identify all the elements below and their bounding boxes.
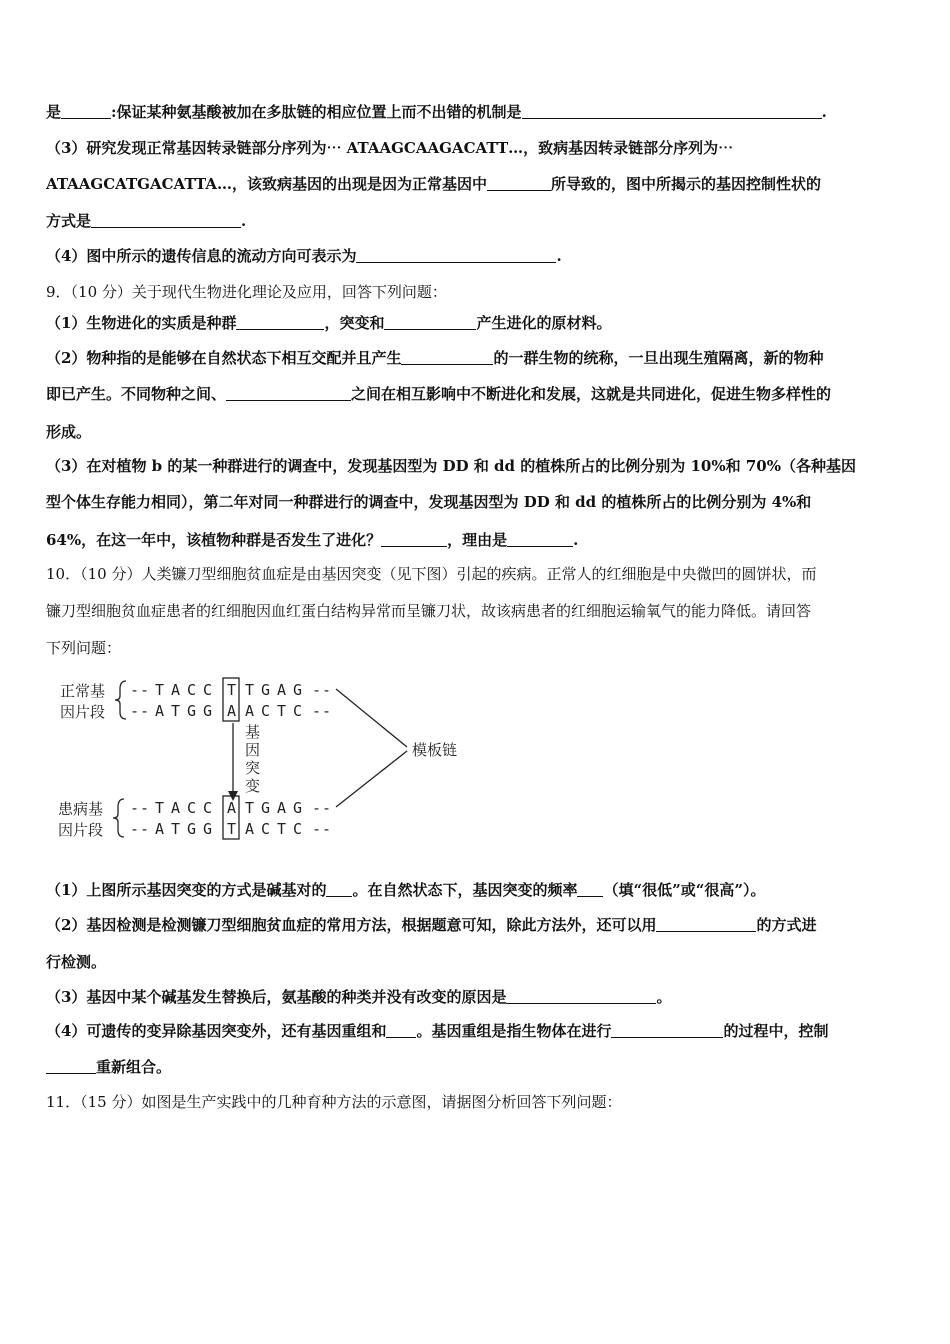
strand-dash: -- <box>312 681 333 699</box>
disease-gene-label: 患病基 <box>58 800 104 818</box>
answer-blank[interactable] <box>61 103 111 119</box>
template-strand-label: 模板链 <box>412 741 458 759</box>
strand-dash: -- <box>312 702 333 720</box>
base-letter: C <box>261 820 272 838</box>
base-letter: T <box>277 702 288 720</box>
base-letter: G <box>203 702 214 720</box>
answer-blank[interactable] <box>487 175 551 191</box>
answer-blank[interactable] <box>522 103 822 119</box>
question-11-title: 11．（15 分）如图是生产实践中的几种育种方法的示意图，请据图分析回答下列问题： <box>46 1093 622 1111</box>
q10-4-line-2: 重新组合。 <box>46 1057 908 1077</box>
gene-mutation-diagram <box>52 675 492 850</box>
q9-2-line-2: 即已产生。不同物种之间、 之间在相互影响中不断进化和发展，这就是共同进化，促进生物多样性的 <box>46 385 832 403</box>
normal-bottom-strand <box>130 702 332 720</box>
answer-blank[interactable] <box>386 1022 416 1038</box>
base-letter: A <box>155 820 166 838</box>
q8-3-line-1: （3）研究发现正常基因转录链部分序列为⋯ ATAAGCAAGACATT…，致病基因转录链部分序列为⋯ <box>46 139 734 157</box>
answer-blank[interactable] <box>384 314 476 330</box>
base-letter: T <box>155 681 166 699</box>
base-letter: A <box>245 702 256 720</box>
base-letter: T <box>227 820 238 838</box>
mutation-label: 因 <box>245 741 261 759</box>
answer-blank[interactable] <box>656 916 756 932</box>
q10-2-line-2: 行检测。 <box>46 953 107 971</box>
q10-1-line: （1）上图所示基因突变的方式是碱基对的 。在自然状态下，基因突变的频率 （填“很低”或“很高”）。 <box>46 881 766 899</box>
base-letter: C <box>203 681 214 699</box>
mutation-label: 基 <box>245 723 261 741</box>
answer-blank[interactable] <box>326 881 352 897</box>
base-letter: A <box>245 820 256 838</box>
base-letter: A <box>277 681 288 699</box>
answer-blank[interactable] <box>611 1022 723 1038</box>
base-letter: G <box>293 681 304 699</box>
q10-3-line: （3）基因中某个碱基发生替换后，氨基酸的种类并没有改变的原因是 。 <box>46 988 672 1006</box>
strand-dash: -- <box>130 702 151 720</box>
q9-3-line-3: 64%，在这一年中，该植物种群是否发生了进化？ ，理由是 . <box>46 531 579 549</box>
q9-3-line-2: 型个体生存能力相同），第二年对同一种群进行的调查中，发现基因型为 DD 和 dd 的植株所占的比例分别为 4%和 <box>46 493 812 511</box>
base-letter: C <box>187 799 198 817</box>
base-letter: T <box>227 681 238 699</box>
q8-line-2: 是 :保证某种氨基酸被加在多肽链的相应位置上而不出错的机制是 . <box>46 103 827 121</box>
base-letter: A <box>227 702 238 720</box>
answer-blank[interactable] <box>577 881 603 897</box>
base-letter: G <box>261 799 272 817</box>
base-letter: T <box>245 681 256 699</box>
template-pointer-line <box>336 689 407 747</box>
base-letter: C <box>187 681 198 699</box>
base-letter: T <box>245 799 256 817</box>
strand-dash: -- <box>130 820 151 838</box>
base-letter: G <box>187 702 198 720</box>
question-10-line-3: 下列问题： <box>46 639 122 657</box>
answer-blank[interactable] <box>91 212 241 228</box>
base-letter: G <box>293 799 304 817</box>
brace <box>113 799 124 837</box>
mutation-label: 变 <box>245 777 261 795</box>
base-letter: G <box>203 820 214 838</box>
question-10-line-2: 镰刀型细胞贫血症患者的红细胞因血红蛋白结构异常而呈镰刀状，故该病患者的红细胞运输氧气的能力降低。请回答 <box>46 602 812 620</box>
q10-4-line-1: （4）可遗传的变异除基因突变外，还有基因重组和 。基因重组是指生物体在进行 的过程中，控制 <box>46 1022 829 1040</box>
strand-dash: -- <box>130 681 151 699</box>
question-10-line-1: 10．（10 分）人类镰刀型细胞贫血症是由基因突变（见下图）引起的疾病。正常人的红细胞是中央微凹的圆饼状，而 <box>46 565 817 583</box>
normal-gene-label: 正常基 <box>60 682 106 700</box>
base-letter: A <box>171 799 182 817</box>
base-letter: C <box>203 799 214 817</box>
answer-blank[interactable] <box>401 349 493 365</box>
q9-2-line-1: （2）物种指的是能够在自然状态下相互交配并且产生 的一群生物的统称，一旦出现生殖隔离，新的物种 <box>46 349 824 367</box>
q9-2-line-3: 形成。 <box>46 423 92 441</box>
q8-3-line-3: 方式是 . <box>46 212 247 230</box>
base-letter: T <box>171 820 182 838</box>
answer-blank[interactable] <box>236 314 324 330</box>
question-9-title: 9．（10 分）关于现代生物进化理论及应用，回答下列问题： <box>46 283 447 301</box>
answer-blank[interactable] <box>506 988 656 1004</box>
q8-4-line: （4）图中所示的遗传信息的流动方向可表示为 . <box>46 247 562 265</box>
brace <box>115 681 126 719</box>
template-pointer-line <box>336 751 407 807</box>
disease-top-strand <box>130 799 332 817</box>
strand-dash: -- <box>312 820 333 838</box>
answer-blank[interactable] <box>381 531 447 547</box>
base-letter: T <box>171 702 182 720</box>
q8-3-line-2: ATAAGCATGACATTA…，该致病基因的出现是因为正常基因中 所导致的，图中所揭示的基因控制性状的 <box>46 175 821 193</box>
base-letter: T <box>277 820 288 838</box>
q9-1-line: （1）生物进化的实质是种群 ，突变和 产生进化的原材料。 <box>46 314 612 332</box>
base-letter: G <box>261 681 272 699</box>
base-letter: A <box>227 799 238 817</box>
base-letter: A <box>277 799 288 817</box>
base-letter: C <box>293 702 304 720</box>
disease-bottom-strand <box>130 820 332 838</box>
base-letter: C <box>293 820 304 838</box>
disease-gene-label: 因片段 <box>58 821 104 839</box>
strand-dash: -- <box>130 799 151 817</box>
normal-gene-label: 因片段 <box>60 703 106 721</box>
base-letter: T <box>155 799 166 817</box>
base-letter: A <box>155 702 166 720</box>
mutation-label: 突 <box>245 759 261 777</box>
answer-blank[interactable] <box>356 247 556 263</box>
answer-blank[interactable] <box>507 531 573 547</box>
normal-top-strand <box>130 681 332 699</box>
answer-blank[interactable] <box>46 1058 96 1074</box>
strand-dash: -- <box>312 799 333 817</box>
base-letter: G <box>187 820 198 838</box>
base-letter: A <box>171 681 182 699</box>
q10-2-line-1: （2）基因检测是检测镰刀型细胞贫血症的常用方法，根据题意可知，除此方法外，还可以用 的方式进 <box>46 916 817 934</box>
q9-3-line-1: （3）在对植物 b 的某一种群进行的调查中，发现基因型为 DD 和 dd 的植株所占的比例分别为 10%和 70%（各种基因 <box>46 457 856 475</box>
answer-blank[interactable] <box>226 385 351 401</box>
base-letter: C <box>261 702 272 720</box>
